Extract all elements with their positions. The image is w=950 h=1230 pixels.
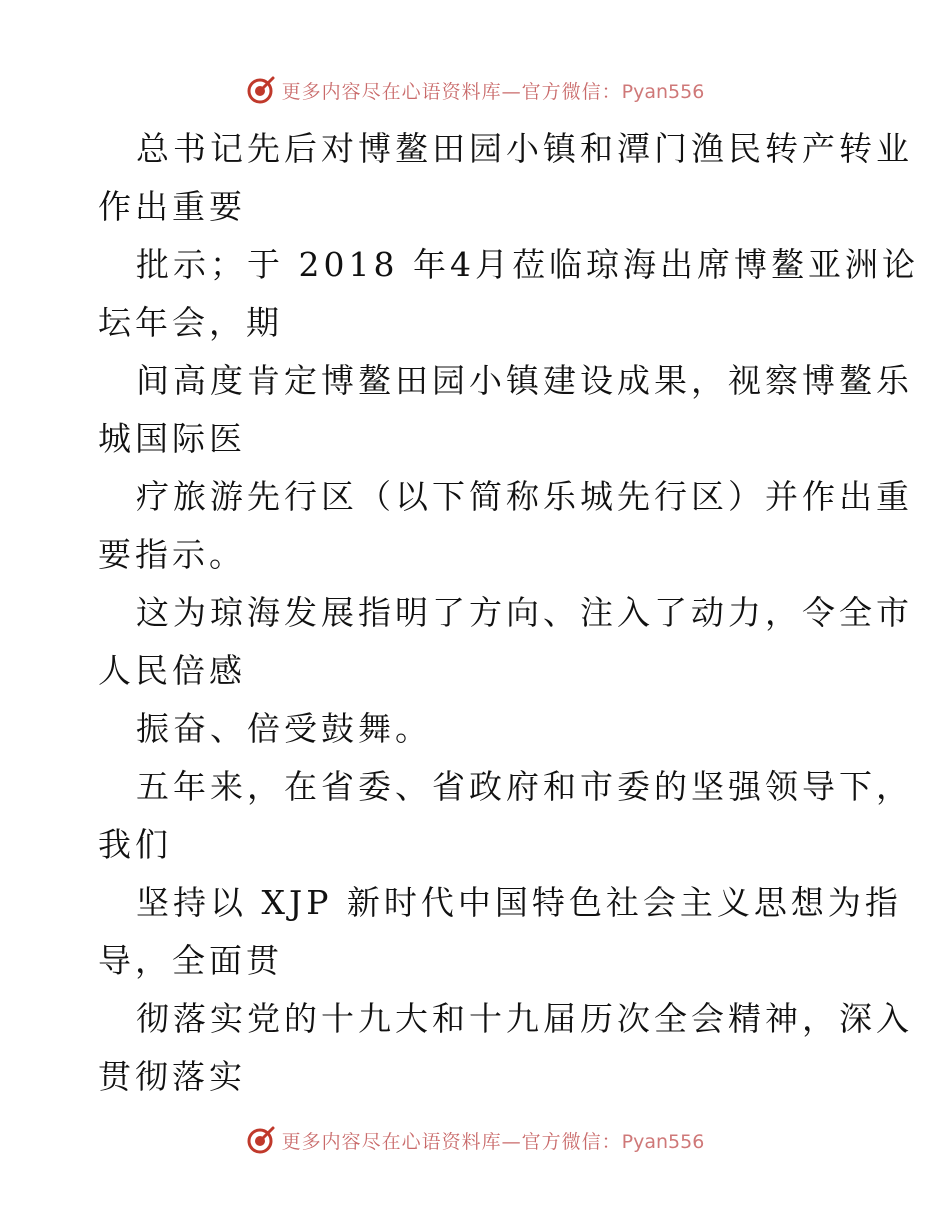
- text-line: 导，全面贯: [98, 941, 283, 980]
- text-line: 振奋、倍受鼓舞。: [136, 709, 432, 748]
- watermark-text: 更多内容尽在心语资料库—官方微信：Pyan556: [281, 1130, 705, 1153]
- header-watermark: [0, 70, 950, 110]
- text-line: 五年来，在省委、省政府和市委的坚强领导下，: [136, 767, 913, 806]
- text-line: 贯彻落实: [98, 1057, 246, 1096]
- text-line: 要指示。: [98, 535, 246, 574]
- pen-logo-icon: [246, 75, 276, 105]
- text-line: 批示；于 2018 年4月莅临琼海出席博鳌亚洲论: [136, 245, 919, 284]
- text-line: 彻落实党的十九大和十九届历次全会精神，深入: [136, 999, 913, 1038]
- text-line: 坛年会，期: [98, 303, 283, 342]
- text-line: 总书记先后对博鳌田园小镇和潭门渔民转产转业: [136, 129, 913, 168]
- text-line: 这为琼海发展指明了方向、注入了动力，令全市: [136, 593, 913, 632]
- text-line: 我们: [98, 825, 172, 864]
- text-line: 作出重要: [98, 187, 246, 226]
- document-body: [98, 120, 919, 1106]
- text-line: 坚持以 XJP 新时代中国特色社会主义思想为指: [136, 883, 902, 922]
- text-line: 城国际医: [98, 419, 246, 458]
- text-line: 疗旅游先行区（以下简称乐城先行区）并作出重: [136, 477, 913, 516]
- watermark-text: 更多内容尽在心语资料库—官方微信：Pyan556: [281, 80, 705, 103]
- text-line: 人民倍感: [98, 651, 246, 690]
- footer-watermark: [0, 1120, 950, 1160]
- pen-logo-icon: [246, 1125, 276, 1155]
- text-line: 间高度肯定博鳌田园小镇建设成果，视察博鳌乐: [136, 361, 913, 400]
